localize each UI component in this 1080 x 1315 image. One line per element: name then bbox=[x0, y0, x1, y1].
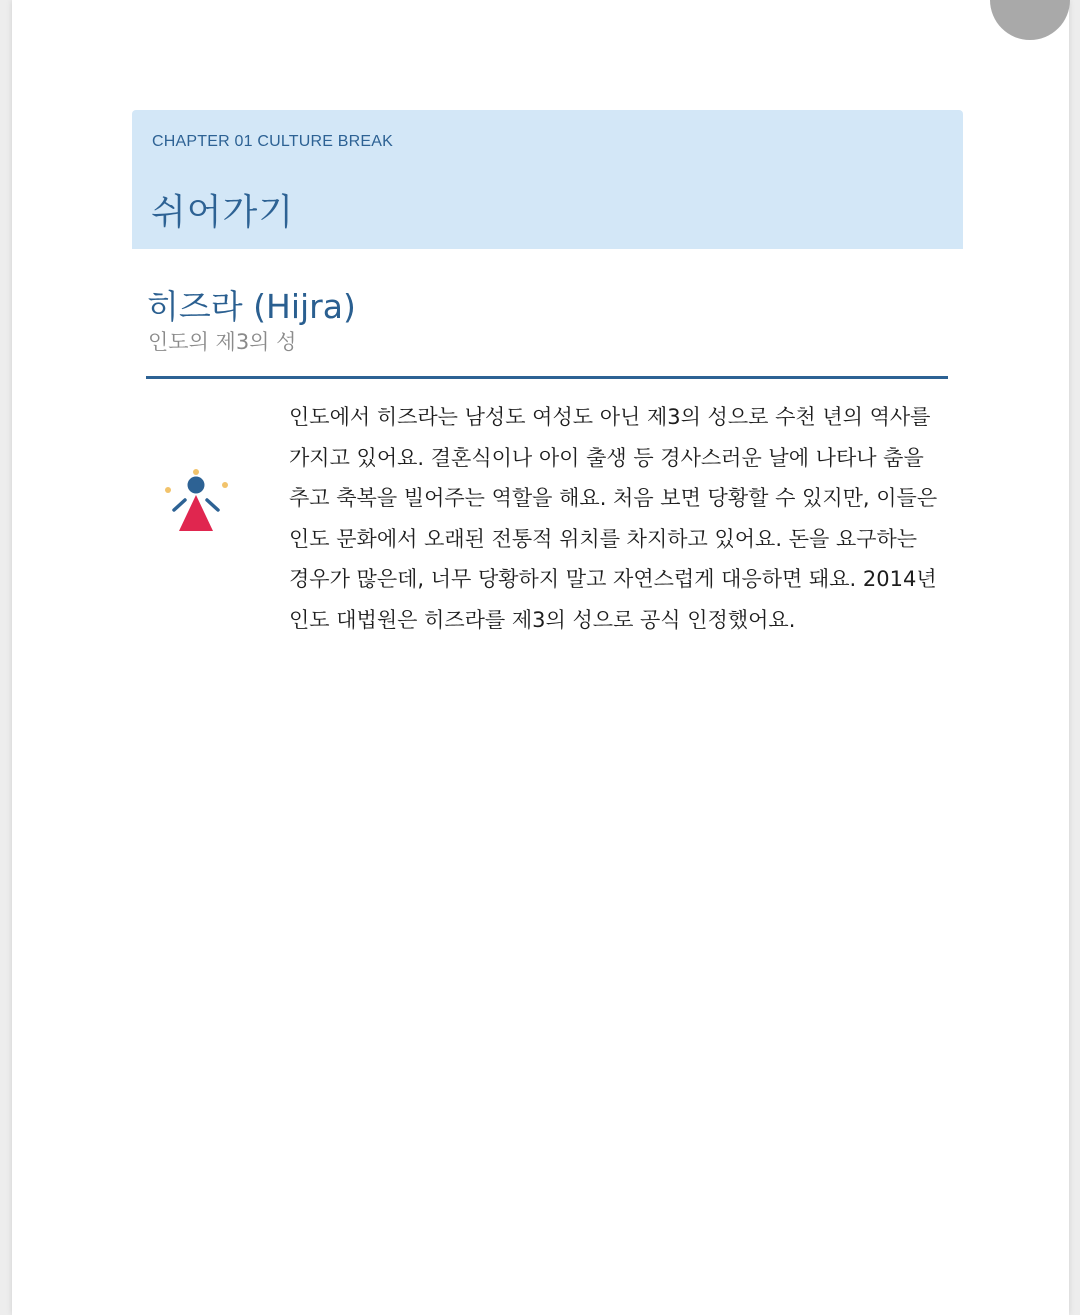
article-subtitle: 인도의 제3의 성 bbox=[148, 330, 297, 354]
divider bbox=[146, 376, 948, 379]
article-body: 인도에서 히즈라는 남성도 여성도 아닌 제3의 성으로 수천 년의 역사를 가지고 있어요. 결혼식이나 아이 출생 등 경사스러운 날에 나타나 춤을 추고 축복을 빌어주는 역할을 해요. 처음 보면 당황할 수 있지만, 이들은 인도 문화에서 오래된 전통적 위치를 차지하고 있어요. 돈을 요구하는 경우가 많은데, 너무 당황하지 말고 자연스럽게 대응하면 돼요. 2014년 인도 대법원은 히즈라를 제3의 성으로 공식 인정했어요. bbox=[289, 405, 938, 632]
person-celebration-icon bbox=[158, 465, 234, 537]
chapter-label: CHAPTER 01 CULTURE BREAK bbox=[152, 133, 394, 150]
article-title: 히즈라 (Hijra) bbox=[147, 287, 356, 326]
section-title: 쉬어가기 bbox=[151, 192, 295, 233]
